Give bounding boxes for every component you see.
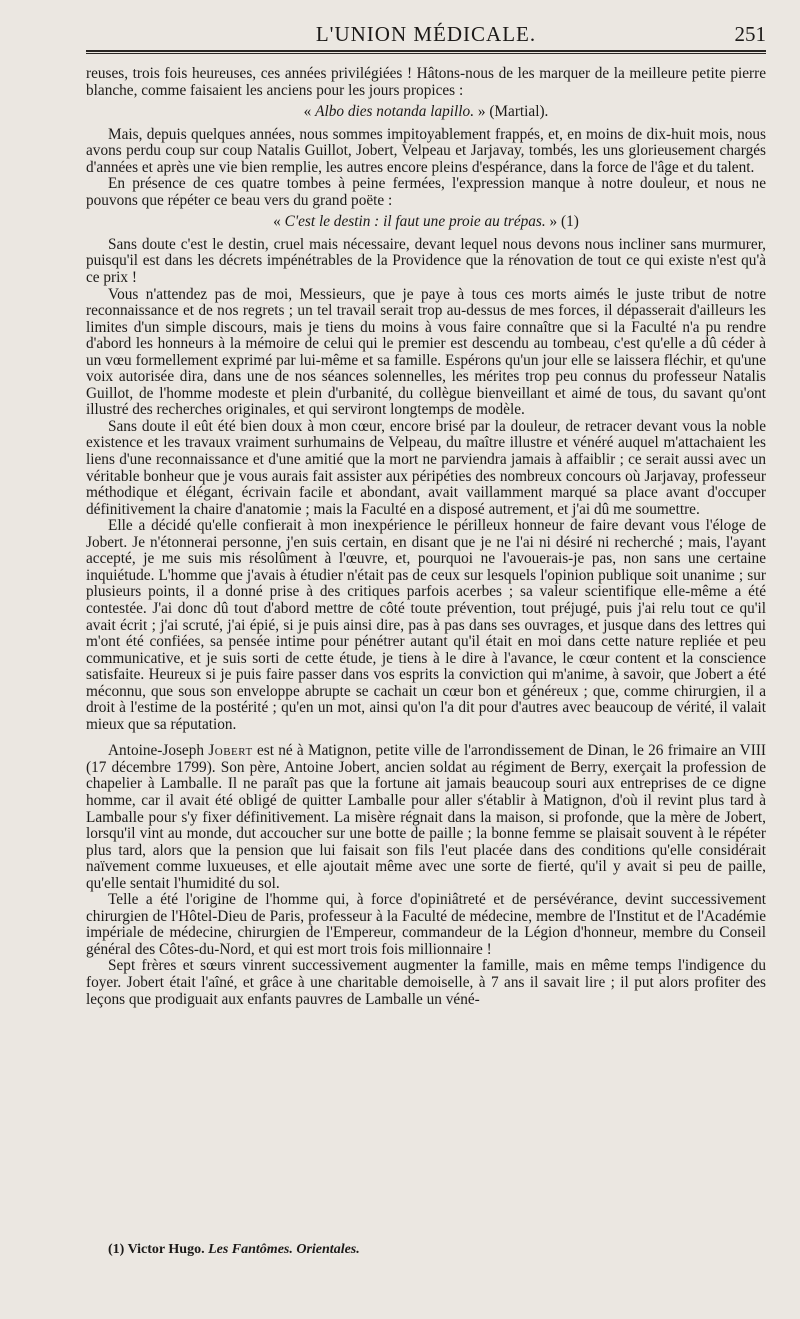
footnote-marker: (1) (108, 1242, 125, 1257)
paragraph-guillot: Vous n'attendez pas de moi, Messieurs, que je paye à tous ces morts aimés le juste tribut de notre reconnaissance et de nos regrets ; un tel travail serait trop au-dessus de mes forces, il dépasserait d'ailleurs les limites d'un simple discours, mais je tiens du moins à vous faire connaître que si la Faculté n'a pu rendre d'abord les honneurs à la mémoire de celui qui le premier est descendu au tombeau, c'est qu'elle a dû céder à un vœu formellement exprimé par lui-même et sa famille. Espérons qu'un jour elle se laissera fléchir, et qu'une voix autorisée dira, dans une de nos séances solennelles, les mérites trop peu connus du professeur Natalis Guillot, de l'homme modeste et plein d'urbanité, du collègue bienveillant et aimé de tous, du savant qu'ont illustré des recherches originales, et qui serviront longtemps de modèle. (86, 285, 766, 419)
paragraph-tombs: En présence de ces quatre tombes à peine fermées, l'expression manque à notre douleur, et nous ne pouvons que répéter ce beau vers du grand poëte : (86, 175, 766, 209)
article-body (86, 66, 766, 1008)
jobert-birth-text: est né à Matignon, petite ville de l'arrondissement de Dinan, le 26 frimaire an VIII (17 décembre 1799). Son père, Antoine Jobert, ancien soldat au régiment de Berry, exerçait la profession de chapelier à Lamballe. Il ne paraît pas que la fortune ait jamais beaucoup souri aux entreprises de ce digne homme, car il avait été obligé de quitter Lamballe pour aller s'établir à Matignon, d'où il revint plus tard à Lamballe pour s'y fixer définitivement. La misère régnait dans la maison, si profonde, que la mère de Jobert, lorsqu'il vint au monde, dut accoucher sur une botte de paille ; la bonne femme se plaisait souvent à le répéter plus tard, alors que la pension que lui faisait son fils l'eut placée dans des conditions qu'elle considérait naïvement comme luxueuses, et elle ajoutait même avec une sorte de fierté, qu'il y avait si peu de paille, qu'elle sentait l'humidité du sol. (86, 742, 767, 892)
quote-attribution: (Martial). (489, 103, 549, 121)
footnote-author: Victor Hugo. (127, 1242, 205, 1257)
paragraph-opening: reuses, trois fois heureuses, ces années privilégiées ! Hâtons-nous de les marquer de la meilleure petite pierre blanche, comme faisaient les anciens pour les jours propices : (86, 65, 766, 99)
running-head (86, 20, 766, 52)
hugo-quote-text: C'est le destin : il faut une proie au trépas. (284, 213, 546, 231)
paragraph-jobert-birth (86, 743, 766, 892)
page-number: 251 (734, 22, 766, 46)
paragraph-eloge: Elle a décidé qu'elle confierait à mon inexpérience le périlleux honneur de faire devant vous l'éloge de Jobert. Je n'étonnerai personne, j'en suis certain, en disant que je ne l'ai ni désiré ni recherché ; mais, l'ayant accepté, je me suis mis résolûment à l'œuvre, et, pourquoi ne l'avouerais-je pas, non sans une certaine inquiétude. L'homme que j'avais à étudier n'était pas de ceux sur lesquels l'opinion publique soit unanime ; sur plusieurs points, il a donné prise à des critiques parfois acerbes ; sa valeur scientifique elle-même a été contestée. J'ai donc dû tout d'abord mettre de côté toute prévention, tout préjugé, puis j'ai relu tout ce qu'il avait écrit ; j'ai scruté, j'ai épié, si je puis ainsi dire, pas à pas dans ses ouvrages, et jusque dans des lettres qui m'ont été confiées, sa pensée intime pour pénétrer autant qu'il était en moi dans cette nature repliée et peu communicative, et je suis sorti de cette étude, je tiens à le dire à l'avance, le cœur content et la conscience satisfaite. Heureux si je puis faire passer dans vos esprits la conviction qui m'anime, à savoir, que Jobert a été méconnu, que sous son enveloppe abrupte se cachait un cœur bon et généreux ; que, comme chirurgien, il a droit à l'estime de la postérité ; qu'en un mot, ainsi qu'on l'a dit pour d'autres avec beaucoup de vérité, il valait mieux que sa réputation. (86, 517, 766, 733)
jobert-first-name: Antoine-Joseph (108, 742, 205, 760)
paragraph-losses: Mais, depuis quelques années, nous sommes impitoyablement frappés, et, en moins de dix-huit mois, nous avons perdu coup sur coup Natalis Guillot, Jobert, Velpeau et Jarjavay, tombés, les uns glorieusement chargés d'années et après une vie bien remplie, les autres encore pleins d'espérance, dans la force de l'âge et du talent. (86, 125, 766, 176)
hugo-quote: « C'est le destin : il faut une proie au trépas. » (1) (273, 213, 579, 231)
latin-quote: « Albo dies notanda lapillo. » (Martial). (303, 103, 549, 121)
jobert-surname: Jobert (208, 742, 253, 760)
paragraph-siblings: Sept frères et sœurs vinrent successivement augmenter la famille, mais en même temps l'indigence du foyer. Jobert était l'aîné, et grâce à une charitable demoiselle, à 7 ans il savait lire ; il put alors profiter des leçons que prodiguait aux enfants pauvres de Lamballe un véné- (86, 957, 766, 1008)
paragraph-origin: Telle a été l'origine de l'homme qui, à force d'opiniâtreté et de persévérance, devint successivement chirurgien de l'Hôtel-Dieu de Paris, professeur à la Faculté de médecine, membre de l'Institut et de l'Académie impériale de médecine, chirurgien de l'Empereur, commandeur de la Légion d'honneur, membre du Conseil général des Côtes-du-Nord, et qui est mort trois fois millionnaire ! (86, 891, 766, 958)
footnote-work: Les Fantômes. Orientales. (208, 1242, 360, 1257)
paragraph-destin: Sans doute c'est le destin, cruel mais nécessaire, devant lequel nous devons nous incliner sans murmurer, puisqu'il est dans les décrets impénétrables de la Providence que la rénovation de tout ce qui existe n'est qu'à ce prix ! (86, 235, 766, 287)
journal-title: L'UNION MÉDICALE. (315, 22, 537, 46)
footnote (108, 1242, 360, 1258)
footnote-ref: (1) (560, 213, 579, 231)
paragraph-velpeau: Sans doute il eût été bien doux à mon cœur, encore brisé par la douleur, de retracer devant vous la noble existence et les travaux vraiment surhumains de Velpeau, du maître illustre et vénéré auquel m'attachaient les liens d'une reconnaissance et d'une amitié que la mort ne parviendra jamais à affaiblir ; ce serait aussi avec un véritable bonheur que je vous aurais fait assister aux péripéties des nombreux concours où Jarjavay, professeur méthodique et élégant, écrivain facile et abondant, avait vaillamment marqué sa place avant d'occuper définitivement la chaire d'anatomie ; mais la Faculté en a disposé autrement, et j'ai dû me soumettre. (86, 417, 766, 518)
latin-quote-text: Albo dies notanda lapillo. (315, 103, 475, 121)
header-rule (86, 53, 766, 54)
